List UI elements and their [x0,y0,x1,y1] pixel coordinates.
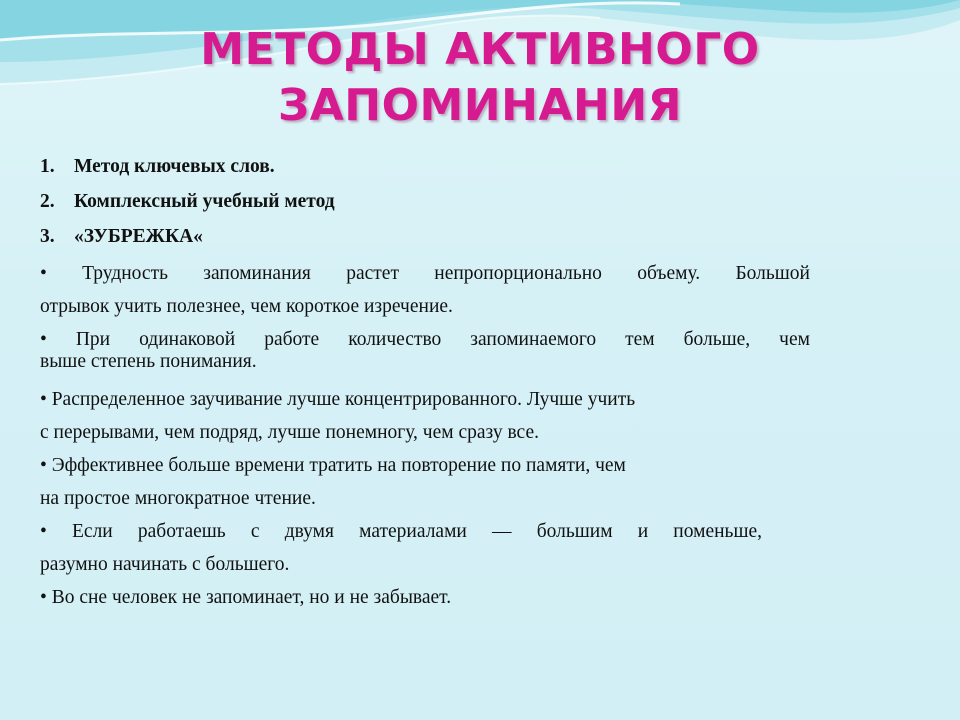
item-number: 2. [40,191,55,212]
bullet-paragraph [40,581,810,614]
numbered-item [40,222,810,257]
bullet-line: • Во сне человек не запоминает, но и не забывает. [40,587,452,608]
bullet-line: • Эффективнее больше времени тратить на повторение по памяти, чем [40,455,626,476]
title-line-1: МЕТОДЫ АКТИВНОГО [200,24,760,75]
bullet-line: выше степень понимания. [40,351,257,372]
slide-title [0,22,960,134]
item-text: Метод ключевых слов. [74,156,275,177]
numbered-item [40,152,810,187]
bullet-line: • Если работаешь с двумя материалами — большим и поменьше, [40,521,762,542]
bullet-line: разумно начинать с большего. [40,554,290,575]
numbered-item [40,187,810,222]
slide-content [40,152,810,614]
bullet-paragraph [40,257,810,323]
bullet-line: • Распределенное заучивание лучше концентрированного. Лучше учить [40,389,636,410]
bullet-paragraph [40,323,810,383]
bullet-line: с перерывами, чем подряд, лучше понемногу, чем сразу все. [40,422,539,443]
item-text: Комплексный учебный метод [74,191,335,212]
bullet-paragraph [40,449,810,515]
bullet-line: на простое многократное чтение. [40,488,316,509]
bullet-paragraph [40,515,762,581]
bullet-paragraph [40,383,810,449]
bullet-line: • Трудность запоминания растет непропорционально объему. Большой [40,263,810,284]
bullet-line: отрывок учить полезнее, чем короткое изречение. [40,296,453,317]
item-number: 1. [40,156,55,177]
title-line-2: ЗАПОМИНАНИЯ [277,80,683,131]
bullet-line: • При одинаковой работе количество запоминаемого тем больше, чем [40,329,810,350]
item-number: 3. [40,226,55,247]
item-text: «ЗУБРЕЖКА« [74,226,203,247]
